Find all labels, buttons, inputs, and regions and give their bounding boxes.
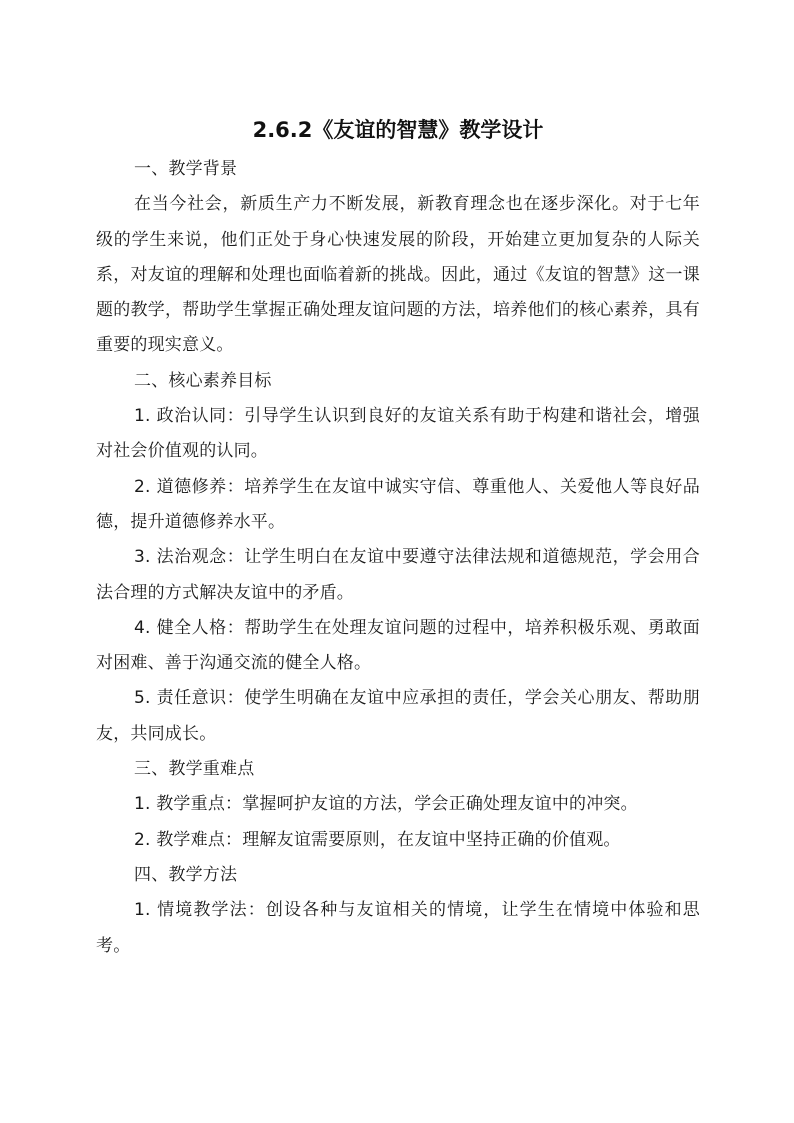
document-body: [96, 152, 700, 964]
document-page: [96, 112, 700, 964]
key-point-item-2: 2. 教学难点：理解友谊需要原则，在友谊中坚持正确的价值观。: [134, 829, 621, 850]
paragraph-background: 在当今社会，新质生产力不断发展，新教育理念也在逐步深化。对于七年级的学生来说，他们正处于身心快速发展的阶段，开始建立更加复杂的人际关系，对友谊的理解和处理也面临着新的挑战。因此，通过《友谊的智慧》这一课题的教学，帮助学生掌握正确处理友谊问题的方法，培养他们的核心素养，具有重要的现实意义。: [96, 194, 700, 356]
goal-item-1: 1. 政治认同：引导学生认识到良好的友谊关系有助于构建和谐社会，增强对社会价值观的认同。: [96, 406, 700, 462]
section-heading-key-points: 三、教学重难点: [134, 759, 255, 780]
goal-item-5: 5. 责任意识：使学生明确在友谊中应承担的责任，学会关心朋友、帮助朋友，共同成长。: [96, 688, 700, 744]
goal-item-4: 4. 健全人格：帮助学生在处理友谊问题的过程中，培养积极乐观、勇敢面对困难、善于沟通交流的健全人格。: [96, 617, 700, 674]
method-item-1: 1. 情境教学法：创设各种与友谊相关的情境，让学生在情境中体验和思考。: [96, 900, 700, 956]
document-title: 2.6.2《友谊的智慧》教学设计: [252, 118, 544, 142]
goal-item-3: 3. 法治观念：让学生明白在友谊中要遵守法律法规和道德规范，学会用合法合理的方式解决友谊中的矛盾。: [96, 547, 700, 603]
section-heading-goals: 二、核心素养目标: [134, 370, 272, 391]
section-heading-methods: 四、教学方法: [134, 864, 238, 885]
key-point-item-1: 1. 教学重点：掌握呵护友谊的方法，学会正确处理友谊中的冲突。: [134, 794, 638, 815]
section-heading-background: 一、教学背景: [134, 159, 238, 179]
goal-item-2: 2. 道德修养：培养学生在友谊中诚实守信、尊重他人、关爱他人等良好品德，提升道德修养水平。: [96, 476, 700, 532]
